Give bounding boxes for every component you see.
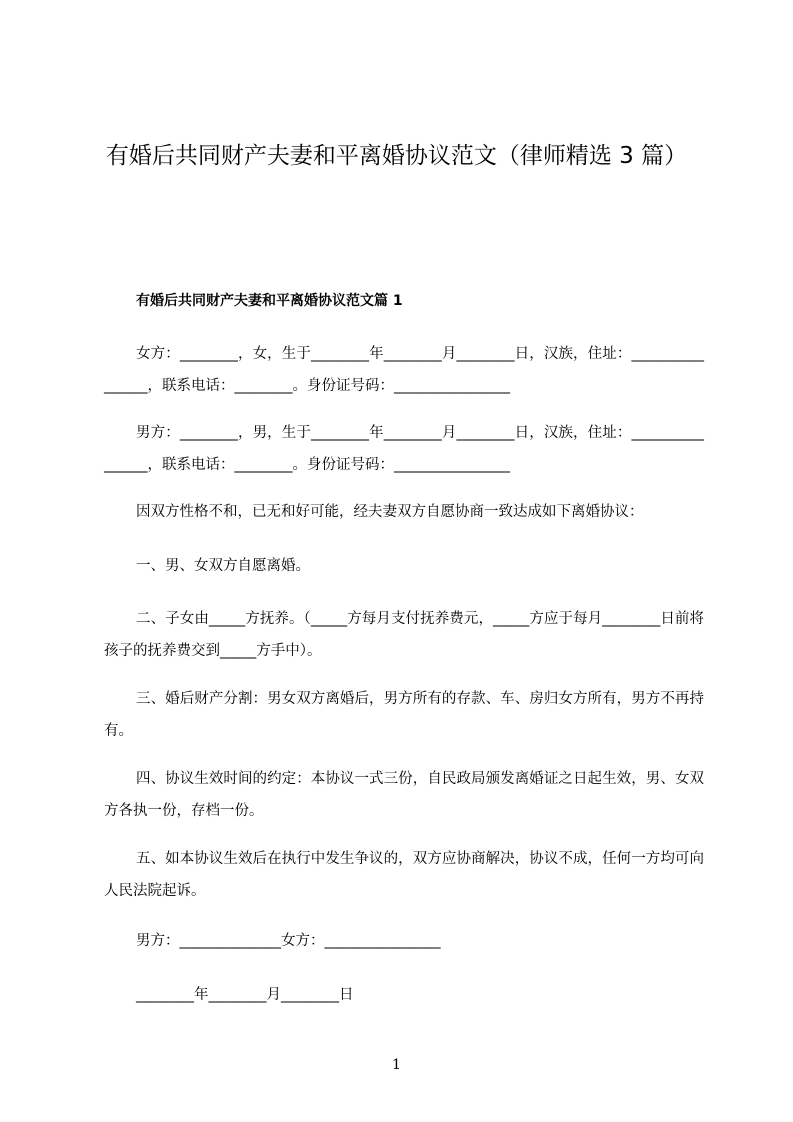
- paragraph-clause-3: 三、婚后财产分割：男女双方离婚后，男方所有的存款、车、房归女方所有，男方不再持有。: [104, 691, 704, 739]
- paragraph-female-party: 女方：________，女，生于________年________月________日，汉族，住址：________________，联系电话：________。身份证号码：________________: [104, 346, 704, 394]
- date-line: ________年________月________日: [136, 987, 354, 1003]
- paragraph-clause-1: 一、男、女双方自愿离婚。: [136, 558, 310, 574]
- paragraph-clause-2: 二、子女由_____方抚养。（_____方每月支付抚养费元，_____方应于每月________日前将孩子的抚养费交到_____方手中）。: [104, 611, 704, 659]
- paragraph-clause-4: 四、协议生效时间的约定：本协议一式三份，自民政局颁发离婚证之日起生效，男、女双方各执一份，存档一份。: [104, 771, 704, 819]
- document-title: 有婚后共同财产夫妻和平离婚协议范文（律师精选 3 篇）: [105, 143, 688, 169]
- page-number: 1: [392, 1057, 401, 1073]
- paragraph-clause-5: 五、如本协议生效后在执行中发生争议的，双方应协商解决，协议不成，任何一方均可向人民法院起诉。: [104, 851, 704, 899]
- paragraph-male-party: 男方：________，男，生于________年________月________日，汉族，住址：________________，联系电话：________。身份证号码：________________: [104, 425, 704, 473]
- section-heading: 有婚后共同财产夫妻和平离婚协议范文篇 1: [136, 293, 403, 309]
- paragraph-preamble: 因双方性格不和，已无和好可能，经夫妻双方自愿协商一致达成如下离婚协议：: [136, 504, 644, 520]
- signature-line: 男方：______________女方：________________: [136, 933, 441, 949]
